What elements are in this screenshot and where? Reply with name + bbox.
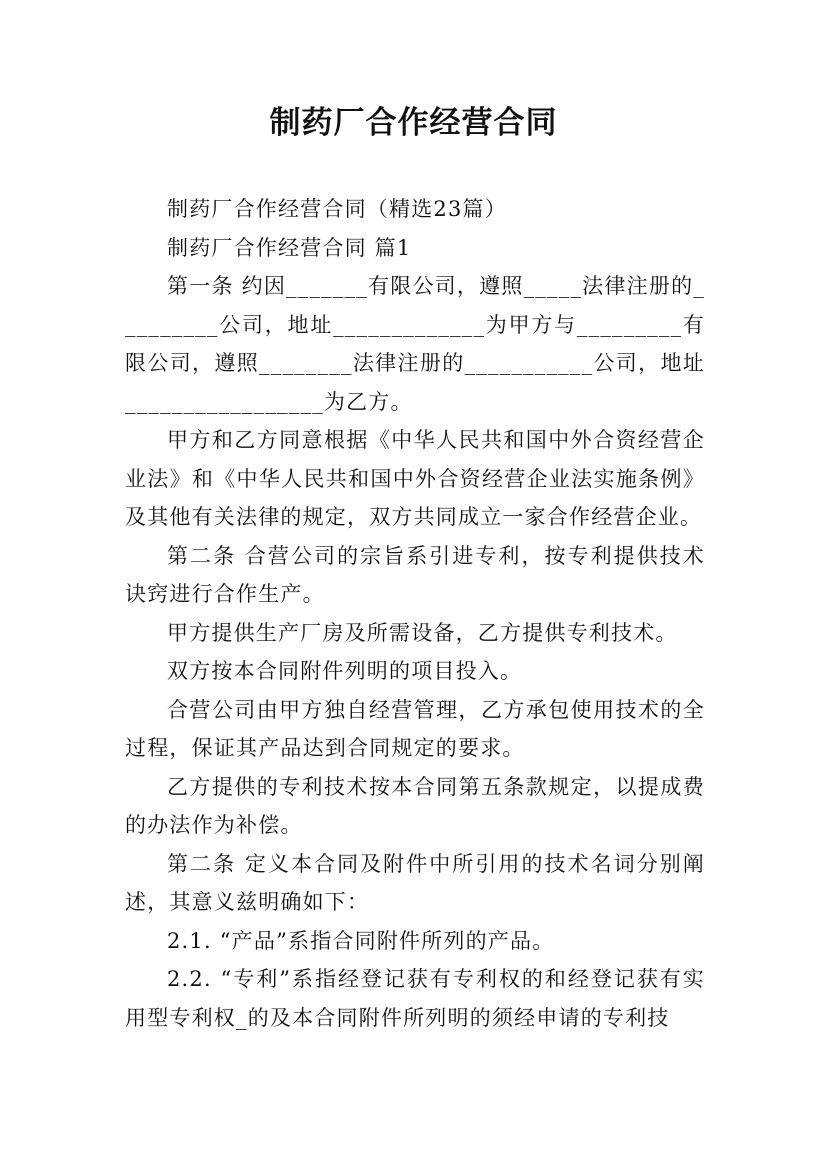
paragraph-legal-basis: 甲方和乙方同意根据《中华人民共和国中外合资经营企业法》和《中华人民共和国中外合资经营企业法实施条例》及其他有关法律的规定，双方共同成立一家合作经营企业。: [125, 428, 705, 529]
paragraph-article-1: 第一条 约因_______有限公司，遵照_____法律注册的_________公司，地址_____________为甲方与_________有限公司，遵照________法律注册的___________公司，地址_________________为乙方。: [125, 274, 705, 414]
paragraph-contributions: 甲方提供生产厂房及所需设备，乙方提供专利技术。: [167, 620, 678, 645]
paragraph-investment: 双方按本合同附件列明的项目投入。: [167, 659, 523, 683]
paragraph-management: 合营公司由甲方独自经营管理，乙方承包使用技术的全过程，保证其产品达到合同规定的要求。: [125, 697, 705, 760]
paragraph-section-heading: 制药厂合作经营合同 篇1: [167, 235, 412, 260]
paragraph-subtitle: 制药厂合作经营合同（精选23篇）: [167, 197, 507, 221]
paragraph-definition-2-1: 2.1. “产品”系指合同附件所列的产品。: [167, 928, 555, 953]
paragraph-article-2-definitions: 第二条 定义本合同及附件中所引用的技术名词分别阐述，其意义兹明确如下：: [125, 851, 705, 914]
paragraph-compensation: 乙方提供的专利技术按本合同第五条款规定，以提成费的办法作为补偿。: [125, 774, 705, 837]
paragraph-article-2-purpose: 第二条 合营公司的宗旨系引进专利，按专利提供技术诀窍进行合作生产。: [125, 543, 705, 606]
document-title: 制药厂合作经营合同: [269, 105, 558, 141]
document-body: [125, 190, 705, 1037]
paragraph-definition-2-2: 2.2. “专利”系指经登记获有专利权的和经登记获有实用型专利权_的及本合同附件所列明的须经申请的专利技: [125, 967, 705, 1030]
